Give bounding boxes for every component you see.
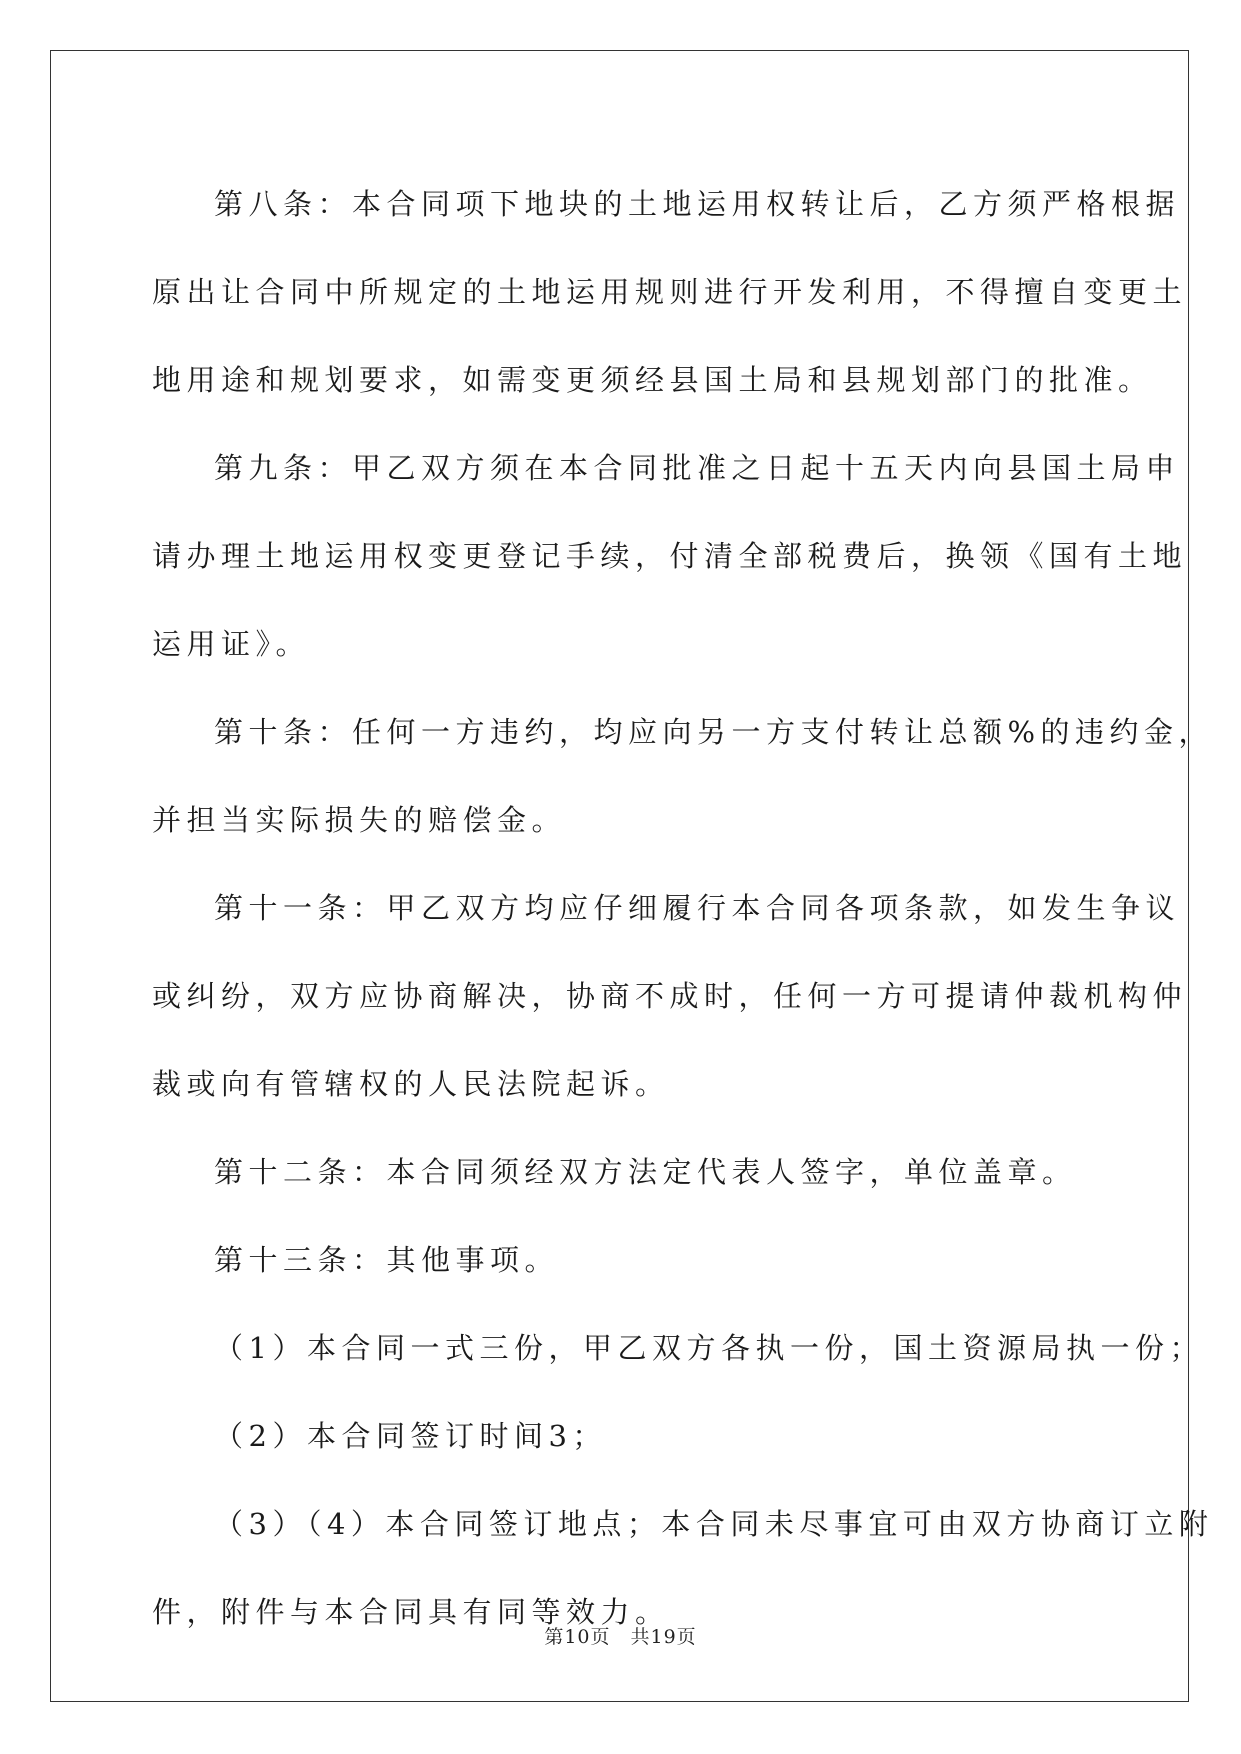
item-2-paragraph: [152, 1392, 1088, 1480]
paragraph-line: 第十条：任何一方违约，均应向另一方支付转让总额%的违约金，: [214, 715, 1214, 749]
paragraph-line: 第十三条：其他事项。: [214, 1243, 560, 1277]
article-12-paragraph: [152, 1128, 1088, 1216]
paragraph-line: 第十一条：甲乙双方均应仔细履行本合同各项条款，如发生争议: [214, 891, 1181, 925]
article-13-paragraph: [152, 1216, 1088, 1304]
paragraph-line: 运用证》。: [152, 627, 311, 661]
paragraph-line: 并担当实际损失的赔偿金。: [152, 803, 567, 837]
page-number-footer: 第10页 共19页: [544, 1626, 697, 1648]
article-10-paragraph: [152, 688, 1214, 864]
paragraph-line: 第八条：本合同项下地块的土地运用权转让后，乙方须严格根据: [214, 187, 1181, 221]
paragraph-line: 裁或向有管辖权的人民法院起诉。: [152, 1067, 670, 1101]
paragraph-line: （2）本合同签订时间3；: [214, 1419, 607, 1453]
paragraph-line: 第九条：甲乙双方须在本合同批准之日起十五天内向县国土局申: [214, 451, 1181, 485]
item-1-paragraph: [152, 1304, 1204, 1392]
paragraph-line: （3）（4）本合同签订地点；本合同未尽事宜可由双方协商订立附: [214, 1507, 1214, 1541]
article-9-paragraph: [152, 424, 1188, 688]
paragraph-line: （1）本合同一式三份，甲乙双方各执一份，国土资源局执一份；: [214, 1331, 1204, 1365]
paragraph-line: 原出让合同中所规定的土地运用规则进行开发利用，不得擅自变更土: [152, 275, 1188, 309]
paragraph-line: 件，附件与本合同具有同等效力。: [152, 1595, 670, 1629]
article-11-paragraph: [152, 864, 1188, 1128]
paragraph-line: 地用途和规划要求，如需变更须经县国土局和县规划部门的批准。: [152, 363, 1153, 397]
paragraph-line: 第十二条：本合同须经双方法定代表人签字，单位盖章。: [214, 1155, 1077, 1189]
paragraph-line: 或纠纷，双方应协商解决，协商不成时，任何一方可提请仲裁机构仲: [152, 979, 1188, 1013]
document-body: [152, 160, 1214, 1656]
article-8-paragraph: [152, 160, 1188, 424]
paragraph-line: 请办理土地运用权变更登记手续，付清全部税费后，换领《国有土地: [152, 539, 1188, 573]
